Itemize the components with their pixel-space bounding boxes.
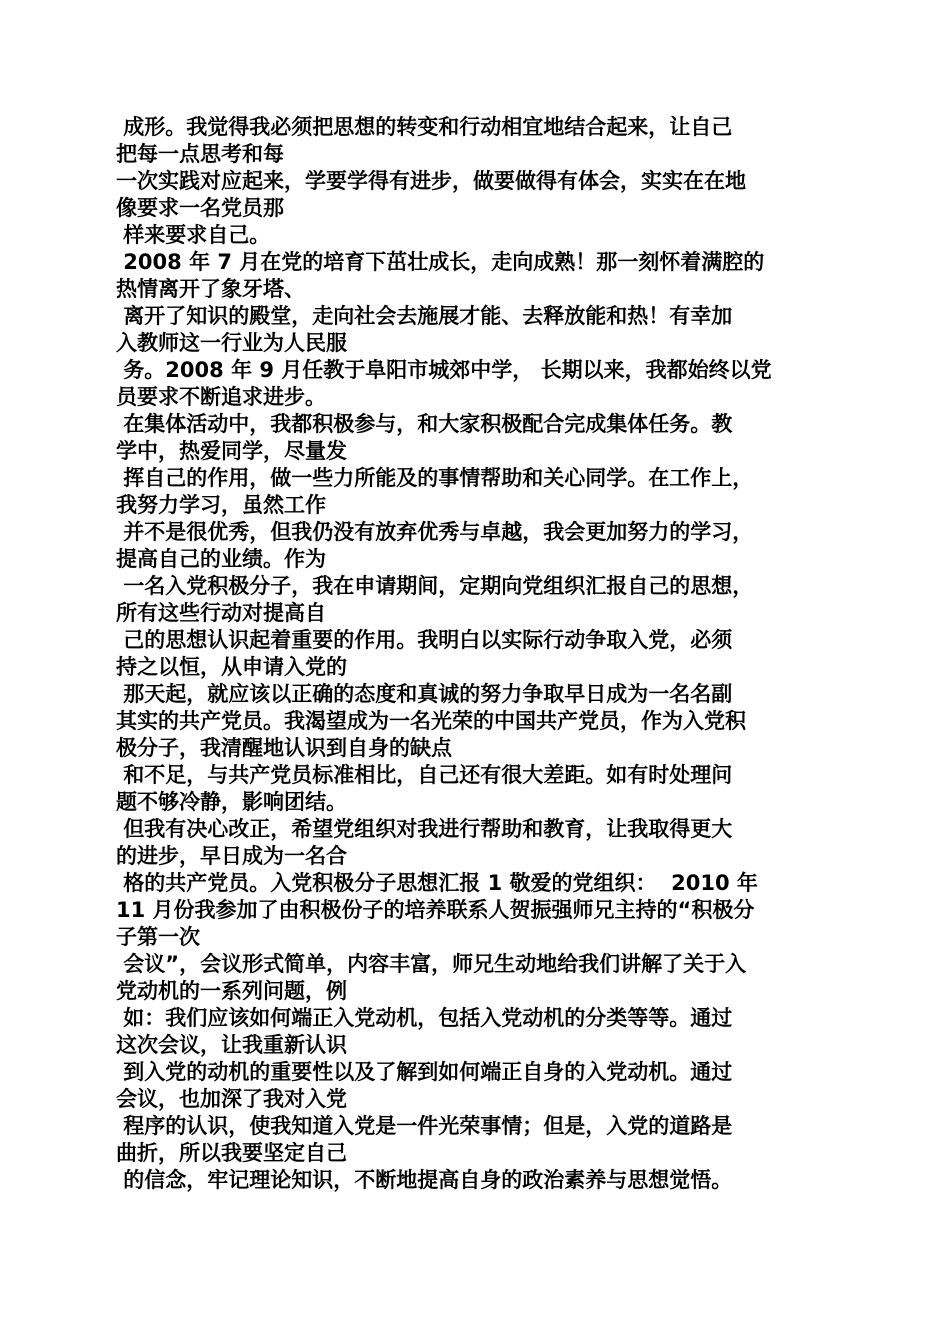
- text-line: 在集体活动中，我都积极参与，和大家积极配合完成集体任务。教: [116, 412, 733, 436]
- text-line: 党动机的一系列问题，例: [116, 979, 347, 1003]
- text-line: 像要求一名党员那: [116, 196, 284, 220]
- text-line: 格的共产党员。入党积极分子思想汇报 1 敬爱的党组织： 2010 年: [116, 871, 758, 895]
- text-line: 曲折，所以我要坚定自己: [116, 1141, 347, 1165]
- text-line: 到入党的动机的重要性以及了解到如何端正自身的入党动机。通过: [116, 1060, 733, 1084]
- text-line: 务。2008 年 9 月任教于阜阳市城郊中学， 长期以来，我都始终以党: [116, 358, 772, 382]
- text-line: 极分子，我清醒地认识到自身的缺点: [116, 736, 452, 760]
- text-line: 员要求不断追求进步。: [116, 385, 326, 409]
- text-line: 我努力学习，虽然工作: [116, 493, 326, 517]
- text-line: 样来要求自己。: [116, 223, 271, 247]
- text-line: 把每一点思考和每: [116, 142, 284, 166]
- text-line: 己的思想认识起着重要的作用。我明白以实际行动争取入党，必须: [116, 628, 733, 652]
- text-line: 离开了知识的殿堂，走向社会去施展才能、去释放能和热！有幸加: [116, 304, 733, 328]
- text-line: 和不足，与共产党员标准相比，自己还有很大差距。如有时处理问: [116, 763, 733, 787]
- text-line: 学中，热爱同学，尽量发: [116, 439, 347, 463]
- text-line: 热情离开了象牙塔、: [116, 277, 305, 301]
- text-line: 会议”，会议形式简单，内容丰富，师兄生动地给我们讲解了关于入: [116, 952, 747, 976]
- text-line: 那天起，就应该以正确的态度和真诚的努力争取早日成为一名名副: [116, 682, 733, 706]
- text-line: 所有这些行动对提高自: [116, 601, 326, 625]
- text-line: 其实的共产党员。我渴望成为一名光荣的中国共产党员，作为入党积: [116, 709, 746, 733]
- text-line: 提高自己的业绩。作为: [116, 547, 326, 571]
- text-line: 如：我们应该如何端正入党动机，包括入党动机的分类等等。通过: [116, 1006, 733, 1030]
- text-line: 子第一次: [116, 925, 200, 949]
- text-line: 入教师这一行业为人民服: [116, 331, 347, 355]
- text-line: 2008 年 7 月在党的培育下茁壮成长，走向成熟！那一刻怀着满腔的: [116, 250, 765, 274]
- text-line: 程序的认识，使我知道入党是一件光荣事情；但是，入党的道路是: [116, 1114, 733, 1138]
- text-line: 成形。我觉得我必须把思想的转变和行动相宜地结合起来，让自己: [116, 115, 733, 139]
- text-line: 一名入党积极分子，我在申请期间，定期向党组织汇报自己的思想，: [116, 574, 754, 598]
- text-line: 的信念，牢记理论知识，不断地提高自身的政治素养与思想觉悟。: [116, 1168, 733, 1192]
- document-body: [116, 114, 846, 1194]
- text-line: 但我有决心改正，希望党组织对我进行帮助和教育，让我取得更大: [116, 817, 733, 841]
- text-line: 一次实践对应起来，学要学得有进步，做要做得有体会，实实在在地: [116, 169, 746, 193]
- text-line: 并不是很优秀，但我仍没有放弃优秀与卓越，我会更加努力的学习，: [116, 520, 754, 544]
- text-line: 挥自己的作用，做一些力所能及的事情帮助和关心同学。在工作上，: [116, 466, 754, 490]
- text-line: 题不够冷静，影响团结。: [116, 790, 347, 814]
- text-line: 11 月份我参加了由积极份子的培养联系人贺振强师兄主持的“积极分: [116, 898, 755, 922]
- text-line: 会议，也加深了我对入党: [116, 1087, 347, 1111]
- text-line: 持之以恒，从申请入党的: [116, 655, 347, 679]
- text-line: 的进步，早日成为一名合: [116, 844, 347, 868]
- text-line: 这次会议，让我重新认识: [116, 1033, 347, 1057]
